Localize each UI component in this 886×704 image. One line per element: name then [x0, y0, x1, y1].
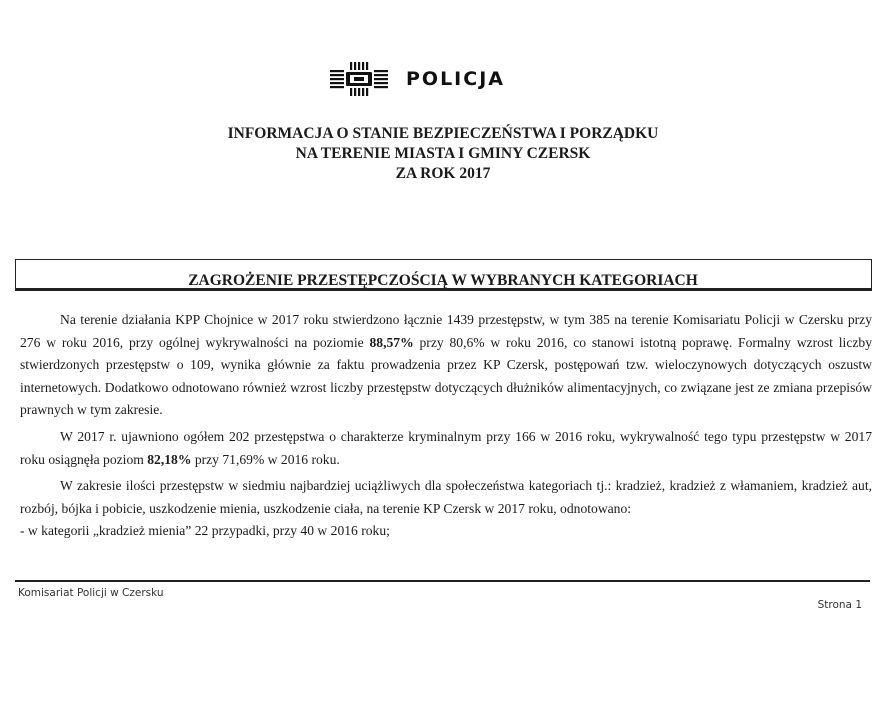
title-line-2: NA TERENIE MIASTA I GMINY CZERSK — [295, 145, 591, 162]
logo-wordmark: POLICJA — [406, 68, 505, 90]
list-item-theft: - w kategorii „kradzież mienia” 22 przypadki, przy 40 w 2016 roku; — [20, 523, 390, 539]
paragraph-2-text-a: W 2017 r. ujawniono ogółem 202 przestępstwa o charakterze kryminalnym przy 166 w 2016 roku, wykrywalność tego typu przestępstw w 2017 roku osiągnęła poziom — [20, 428, 872, 467]
paragraph-2-text-b: przy 71,69% w 2016 roku. — [191, 451, 340, 467]
police-star-icon — [330, 62, 388, 96]
title-line-1: INFORMACJA O STANIE BEZPIECZEŃSTWA I PORZĄDKU — [227, 125, 659, 142]
paragraph-1-text-b: przy 80,6% w roku 2016, co stanowi istotną poprawę. Formalny wzrost liczby stwierdzonych przestępstw o 109, wynika głównie za faktu prowadzenia przez KP Czersk, postępowań tzw. wieloczynowych dotyczących oszustw internetowych. Dodatkowo odnotowano również wzrost liczby przestępstw dotyczących dłużników alimentacyjnych, co związane jest ze zmiana przepisów prawnych w tym zakresie. — [20, 334, 872, 418]
title-line-3: ZA ROK 2017 — [395, 165, 491, 182]
paragraph-1-text-a: Na terenie działania KPP Chojnice w 2017 roku stwierdzono łącznie 1439 przestępstw, w tym 385 na terenie Komisariatu Policji w Czersku przy 276 w roku 2016, przy ogólnej wykrywalności na poziomie — [20, 312, 872, 350]
document-title — [0, 124, 886, 184]
detection-rate-total: 88,57% — [369, 334, 414, 350]
section-heading: ZAGROŻENIE PRZESTĘPCZOŚCIĄ W WYBRANYCH KATEGORIACH — [188, 272, 698, 289]
detection-rate-criminal: 82,18% — [147, 451, 192, 467]
footer-organization: Komisariat Policji w Czersku — [18, 587, 164, 599]
document-body — [20, 309, 872, 547]
page-number: Strona 1 — [817, 599, 862, 611]
paragraph-3: W zakresie ilości przestępstw w siedmiu najbardziej uciążliwych dla społeczeństwa kategoriach tj.: kradzież, kradzież z włamaniem, kradzież aut, rozbój, bójka i pobicie, uszkodzenie mienia, uszkodzenie ciała, na terenie KP Czersk w 2017 roku, odnotowano: — [20, 478, 872, 516]
police-logo — [330, 62, 505, 96]
paragraph-2 — [20, 426, 872, 471]
paragraph-1 — [20, 309, 872, 422]
footer-divider — [15, 580, 870, 582]
